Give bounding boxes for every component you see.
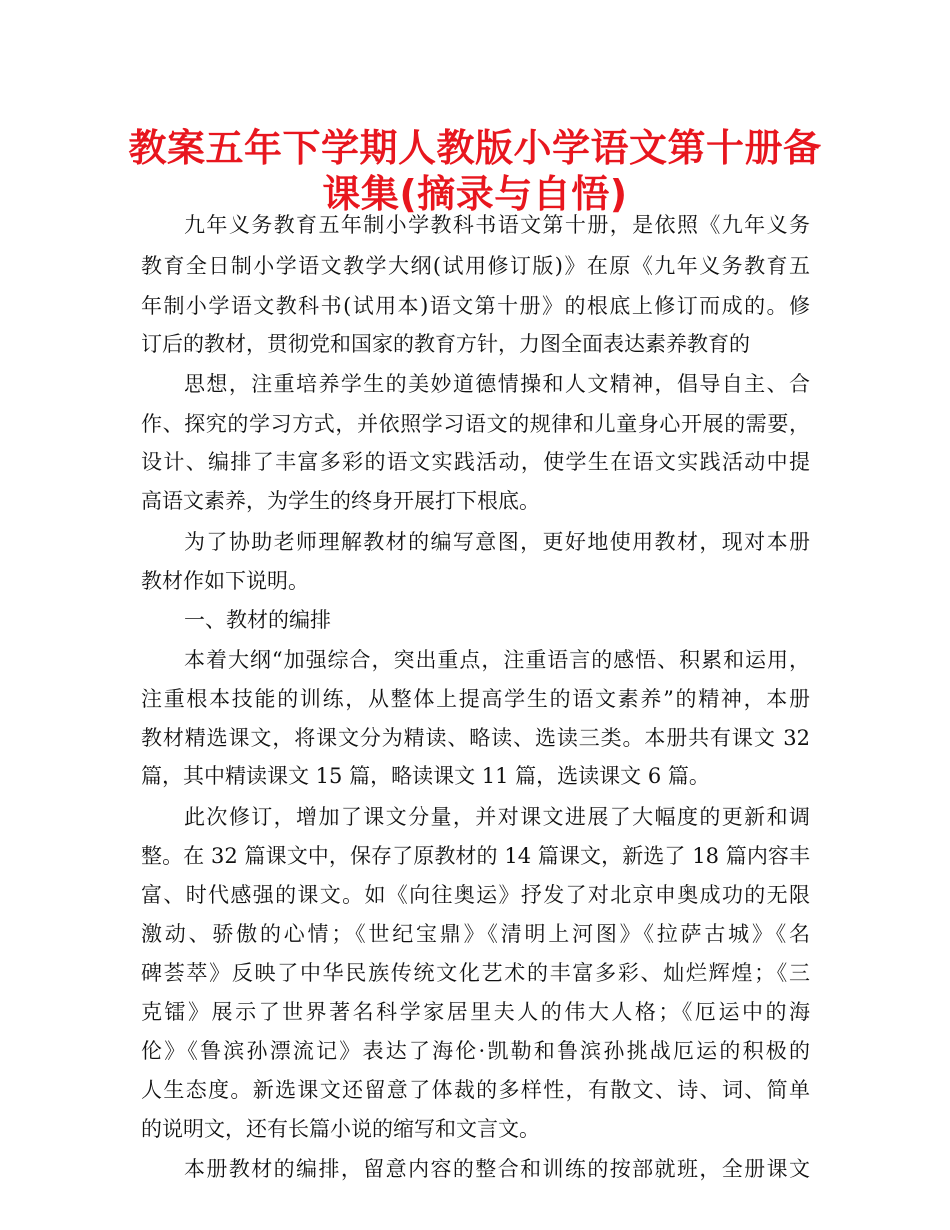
body-line: 此次修订，增加了课文分量，并对课文进展了大幅度的更新和调: [184, 805, 810, 829]
body-line: 教材精选课文，将课文分为精读、略读、选读三类。本册共有课文 32: [141, 726, 810, 750]
body-line: 教材作如下说明。: [141, 569, 309, 593]
body-line: 作、探究的学习方式，并依照学习语文的规律和儿童身心开展的需要，: [141, 412, 810, 436]
body-line: 高语文素养，为学生的终身开展打下根底。: [141, 489, 540, 513]
body-line: 思想，注重培养学生的美妙道德情操和人文精神，倡导自主、合: [184, 372, 810, 396]
body-line: 的说明文，还有长篇小说的缩写和文言文。: [141, 1117, 540, 1141]
body-line: 伦》《鲁滨孙漂流记》表达了海伦·凯勒和鲁滨孙挑战厄运的积极的: [141, 1039, 810, 1063]
body-line: 人生态度。新选课文还留意了体裁的多样性，有散文、诗、词、简单: [141, 1078, 810, 1102]
body-line: 本着大纲“加强综合，突出重点，注重语言的感悟、积累和运用，: [184, 648, 810, 672]
body-line: 年制小学语文教科书(试用本)语文第十册》的根底上修订而成的。修: [141, 294, 810, 318]
body-line: 九年义务教育五年制小学教科书语文第十册，是依照《九年义务: [184, 213, 810, 237]
body-line: 设计、编排了丰富多彩的语文实践活动，使学生在语文实践活动中提: [141, 450, 810, 474]
body-line: 为了协助老师理解教材的编写意图，更好地使用教材，现对本册: [184, 530, 810, 554]
body-line: 篇，其中精读课文 15 篇，略读课文 11 篇，选读课文 6 篇。: [141, 764, 710, 788]
document-title-line-1: 教案五年下学期人教版小学语文第十册备: [128, 126, 822, 170]
body-line: 碑荟萃》反映了中华民族传统文化艺术的丰富多彩、灿烂辉煌；《三: [141, 961, 810, 985]
body-line: 本册教材的编排，留意内容的整合和训练的按部就班，全册课文: [184, 1157, 810, 1181]
body-line: 富、时代感强的课文。如《向往奥运》抒发了对北京申奥成功的无限: [141, 883, 810, 907]
body-line: 克镭》展示了世界著名科学家居里夫人的伟大人格；《厄运中的海: [141, 1000, 810, 1024]
body-line: 教育全日制小学语文教学大纲(试用修订版)》在原《九年义务教育五: [141, 254, 810, 278]
body-line: 注重根本技能的训练，从整体上提高学生的语文素养”的精神，本册: [141, 687, 810, 711]
document-title-line-2: 课集(摘录与自悟): [322, 172, 628, 216]
body-line: 订后的教材，贯彻党和国家的教育方针，力图全面表达素养教育的: [141, 332, 750, 356]
section-heading: 一、教材的编排: [184, 608, 331, 632]
body-line: 激动、骄傲的心情；《世纪宝鼎》《清明上河图》《拉萨古城》《名: [141, 922, 810, 946]
body-line: 整。在 32 篇课文中，保存了原教材的 14 篇课文，新选了 18 篇内容丰: [141, 844, 810, 868]
